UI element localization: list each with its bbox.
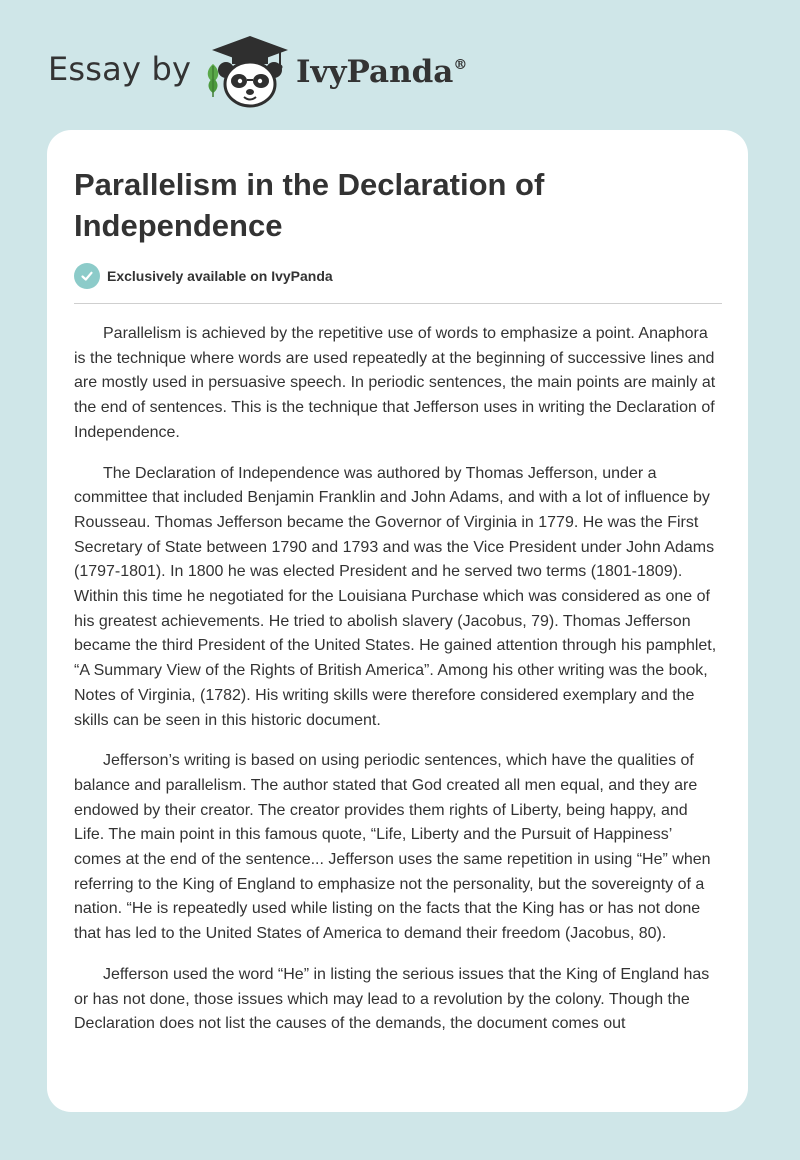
paragraph: The Declaration of Independence was authored by Thomas Jefferson, under a committee that included Benjamin Franklin and John Adams, and with a lot of influence by Rousseau. Thomas Jefferson became the Governor of Virginia in 1779. He was the First Secretary of State between 1790 and 1793 and was the Vice President under John Adams (1797-1801). In 1800 he was elected President and he served two terms (1801-1809). Within this time he negotiated for the Louisiana Purchase which was considered as one of his greatest achievements. He tried to abolish slavery (Jacobus, 79). Thomas Jefferson became the third President of the United States. He gained attention through his pamphlet, “A Summary View of the Rights of British America”. Among his other writing was the book, Notes of Virginia, (1782). His writing skills were therefore considered exemplary and the skills can be seen in this historic document. xyxy=(74,464,717,729)
badge-label: Exclusively available on IvyPanda xyxy=(107,268,333,284)
essay-by-label: Essay by xyxy=(48,50,192,88)
divider xyxy=(74,303,722,304)
paragraph: Jefferson’s writing is based on using periodic sentences, which have the qualities of balance and parallelism. The author stated that God created all men equal, and they are endowed by their creator. The creator provides them rights of Liberty, being happy, and Life. The main point in this famous quote, “Life, Liberty and the Pursuit of Happiness’ comes at the end of the sentence... Jefferson uses the same repetition in using “He” when referring to the King of England to emphasize not the personality, but the sovereignty of a nation. “He is repeatedly used while listing on the facts that the King has or has not done that has led to the United States of America to demand their freedom (Jacobus, 80). xyxy=(74,752,711,943)
essay-card xyxy=(47,130,748,1112)
exclusive-badge xyxy=(74,263,333,289)
page-title: Parallelism in the Declaration of Independence xyxy=(74,167,545,243)
paragraph: Jefferson used the word “He” in listing the serious issues that the King of England has or has not done, those issues which may lead to a revolution by the colony. Though the Declaration does not list the causes of the demands, the document comes out xyxy=(74,965,710,1033)
registered-mark: ® xyxy=(453,56,468,73)
check-circle-icon xyxy=(74,263,100,289)
paragraph: Parallelism is achieved by the repetitive use of words to emphasize a point. Anaphora is the technique where words are used repeatedly at the beginning of successive lines and are mostly used in persuasive speech. In periodic sentences, the main points are mainly at the end of sentences. This is the technique that Jefferson uses in writing the Declaration of Independence. xyxy=(74,325,716,441)
brand-name[interactable]: IvyPanda® xyxy=(296,54,468,90)
essay-body xyxy=(74,322,722,1053)
site-header xyxy=(48,34,468,110)
panda-graduate-icon xyxy=(210,34,290,110)
